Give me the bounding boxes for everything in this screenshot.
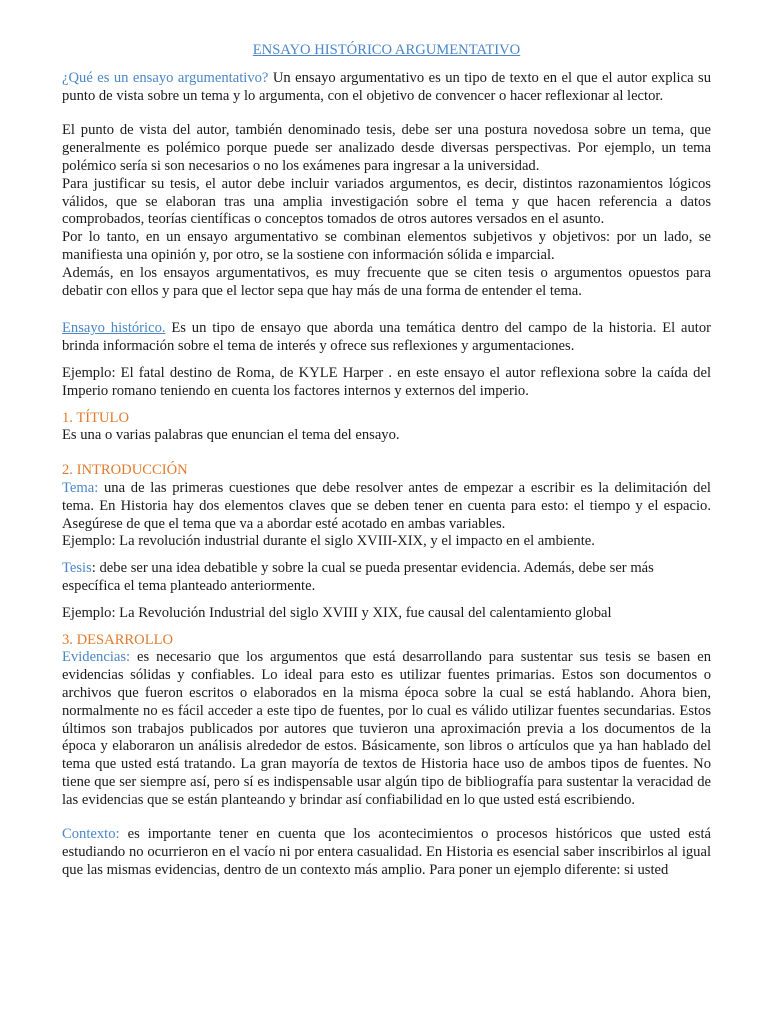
section-heading-desarrollo: 3. DESARROLLO xyxy=(62,631,174,648)
example-paragraph: Ejemplo: El fatal destino de Roma, de KYLE Harper . en este ensayo el autor reflexiona sobre la caída del Imperio romano teniendo en cuenta los factores internos y externos del imperio. xyxy=(62,364,711,399)
contexto-text: es importante tener en cuenta que los acontecimientos o procesos históricos que usted está estudiando no ocurrieron en el vacío ni por entera casualidad. En Historia es esencial saber inscribirlos al igual que las mismas evidencias, dentro de un contexto más amplio. Para poner un ejemplo diferente: si usted xyxy=(62,826,711,879)
tesis-paragraph xyxy=(62,560,711,596)
tesis-text: : debe ser una idea debatible y sobre la cual se pueda presentar evidencia. Además, debe ser más específica el tema planteado anteriormente. xyxy=(62,560,654,594)
contexto-lead: Contexto: xyxy=(62,826,120,843)
intro-paragraph xyxy=(62,70,711,106)
document-title: ENSAYO HISTÓRICO ARGUMENTATIVO xyxy=(252,42,521,58)
section-text-titulo: Es una o varias palabras que enuncian el tema del ensayo. xyxy=(62,427,400,444)
historic-text: Es un tipo de ensayo que aborda una temática dentro del campo de la historia. El autor brinda información sobre el tema de interés y ofrece sus reflexiones y argumentaciones. xyxy=(62,320,711,355)
evidencias-paragraph xyxy=(62,649,711,809)
evidencias-text: es necesario que los argumentos que está desarrollando para sustentar sus tesis se basen en evidencias sólidas y confiables. Lo ideal para esto es utilizar fuentes primarias. Estos son documentos o archivos que fueron escritos o elaborados en la misma época sobre la cual se está hablando. Ahora bien, normalmente no es fácil acceder a este tipo de fuentes, por lo cual es válido utilizar fuentes secundarias. Estos últimos son trabajos publicados por autores que tuvieron una aproximación previa a los documentos de la época y elaboraron un análisis alrededor de estos. Básicamente, son libros o artículos que ya han hablado del tema que usted está tratando. La gran mayoría de textos de Historia hace uso de ambos tipos de fuentes. No tiene que ser siempre así, pero sí es indispensable usar algún tipo de bibliografía para sustentar la veracidad de las evidencias que se están planteando y brindar así confiabilidad en lo que usted está escribiendo. xyxy=(62,649,711,808)
section-heading-introduccion: 2. INTRODUCCIÓN xyxy=(62,462,188,479)
historic-paragraph xyxy=(62,320,711,356)
body-paragraph: Para justificar su tesis, el autor debe incluir variados argumentos, es decir, distintos razonamientos lógicos válidos, que se elaboran tras una amplia investigación sobre el tema y que hacen referencia a datos comprobados, teorías científicas o conceptos tomados de otros autores versados en el asunto. xyxy=(62,175,711,228)
section-heading-titulo: 1. TÍTULO xyxy=(62,409,130,426)
tesis-example: Ejemplo: La Revolución Industrial del siglo XVIII y XIX, fue causal del calentamiento global xyxy=(62,604,612,621)
body-paragraph: Por lo tanto, en un ensayo argumentativo se combinan elementos subjetivos y objetivos: por un lado, se manifiesta una opinión y, por otro, se la sostiene con información sólida e imparcial. xyxy=(62,229,711,263)
tema-example: Ejemplo: La revolución industrial durante el siglo XVIII-XIX, y el impacto en el ambiente. xyxy=(62,533,595,550)
body-paragraph: Además, en los ensayos argumentativos, es muy frecuente que se citen tesis o argumentos opuestos para debatir con ellos y para que el lector sepa que hay más de una forma de entender el tema. xyxy=(62,264,711,299)
tema-text: una de las primeras cuestiones que debe resolver antes de empezar a escribir es la delimitación del tema. En Historia hay dos elementos claves que se deben tener en cuenta para esto: el tiempo y el espacio. Asegúrese de que el tema que va a abordar esté acotado en ambas variables. xyxy=(62,479,711,532)
historic-lead: Ensayo histórico. xyxy=(62,320,166,337)
tema-lead: Tema: xyxy=(62,479,99,496)
evidencias-lead: Evidencias: xyxy=(62,649,131,666)
contexto-paragraph xyxy=(62,826,711,879)
tema-paragraph xyxy=(62,480,711,533)
body-paragraph: El punto de vista del autor, también denominado tesis, debe ser una postura novedosa sobre un tema, que generalmente es polémico porque puede ser analizado desde diversas perspectivas. Por ejemplo, un tema polémico sería si son necesarios o no los exámenes para ingresar a la universidad. xyxy=(62,122,711,174)
intro-text: Un ensayo argumentativo es un tipo de texto en el que el autor explica su punto de vista sobre un tema y lo argumenta, con el objetivo de convencer o hacer reflexionar al lector. xyxy=(62,69,711,104)
tesis-lead: Tesis xyxy=(62,560,92,577)
intro-question: ¿Qué es un ensayo argumentativo? xyxy=(62,69,269,86)
